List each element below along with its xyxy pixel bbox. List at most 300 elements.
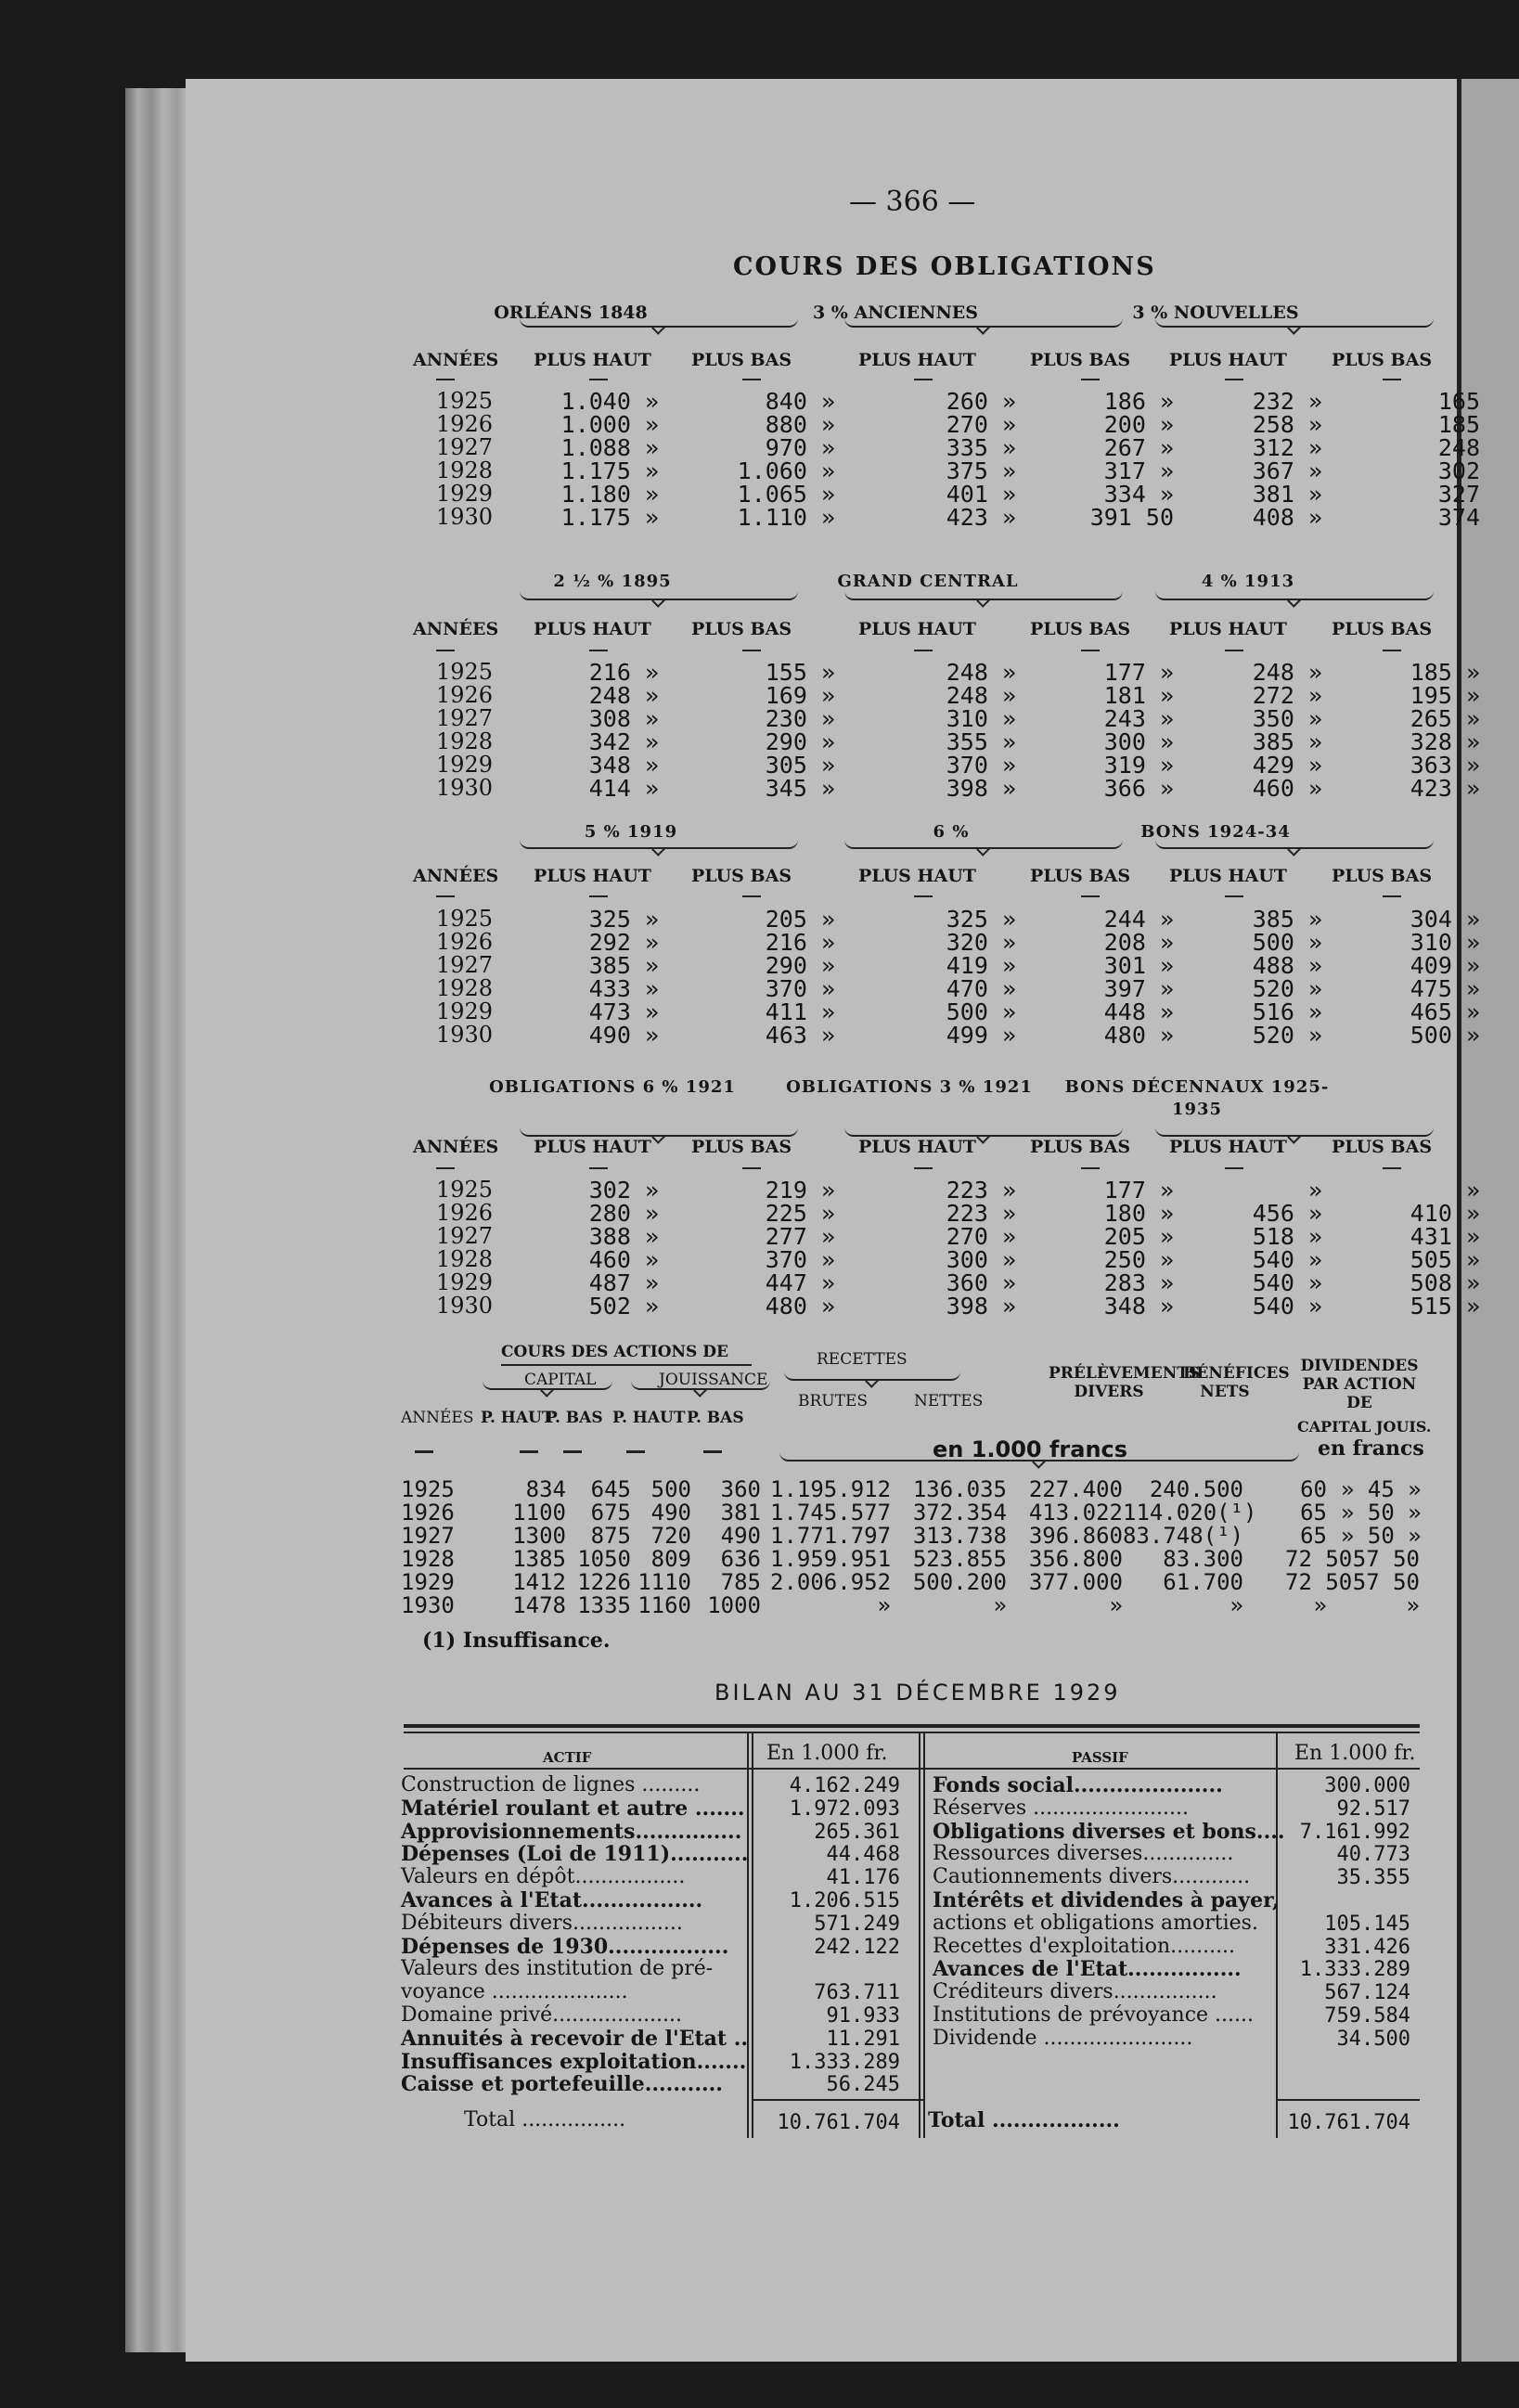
actions-cell: 372.354: [912, 1500, 1007, 1526]
value-bas: 169 »: [765, 682, 835, 709]
value-haut: 223 »: [946, 1177, 1016, 1204]
value-haut: 272 »: [1252, 682, 1322, 709]
bilan-header-rule: [404, 1768, 1420, 1770]
value-haut: 248 »: [946, 659, 1016, 686]
nettes-header: NETTES: [914, 1392, 984, 1410]
year-label: 1930: [436, 775, 494, 801]
value-haut: 408 »: [1252, 504, 1322, 531]
actif-item-label: Construction de lignes .........: [401, 1773, 701, 1796]
value-bas: 391 50: [1089, 504, 1174, 531]
value-bas: 374: [1437, 504, 1480, 531]
actions-rule: [501, 1364, 752, 1366]
value-bas: 165: [1437, 388, 1480, 415]
year-label: 1926: [436, 411, 494, 437]
value-bas: 423 »: [1410, 775, 1480, 802]
bilan-vertical-rule: [919, 1732, 920, 2138]
value-bas: 500 »: [1410, 1022, 1480, 1049]
value-bas: 301 »: [1103, 952, 1174, 979]
value-haut: 520 »: [1252, 975, 1322, 1002]
actif-item-label: Caisse et portefeuille...........: [401, 2072, 723, 2097]
total-label-actif: Total ................: [464, 2108, 626, 2131]
passif-item-value: 35.355: [1336, 1866, 1410, 1890]
passif-item-label: Créditeurs divers................: [933, 1980, 1217, 2004]
actions-cell: 490: [650, 1500, 691, 1526]
col-dash: [914, 650, 933, 651]
value-bas: 290 »: [765, 952, 835, 979]
value-bas: 244 »: [1103, 906, 1174, 933]
actif-item-label: Valeurs des institution de pré-: [401, 1957, 714, 1981]
value-bas: 880 »: [765, 411, 835, 438]
actions-cell: 1930: [401, 1592, 455, 1618]
value-bas: 248: [1437, 434, 1480, 461]
value-bas: 205 »: [765, 906, 835, 933]
passif-item-value: 1.333.289: [1299, 1958, 1410, 1982]
value-haut: 370 »: [946, 752, 1016, 779]
actions-cell: 57 50: [1352, 1569, 1420, 1595]
passif-item-label: Cautionnements divers............: [933, 1865, 1251, 1889]
year-label: 1927: [436, 952, 494, 978]
value-haut: 310 »: [946, 705, 1016, 732]
value-haut: 385 »: [1252, 906, 1322, 933]
group-brace: [520, 1127, 798, 1137]
benefices-header: BÉNÉFICES NETS: [1183, 1364, 1290, 1401]
year-label: 1925: [436, 906, 494, 932]
value-haut: 456 »: [1252, 1200, 1322, 1227]
actif-item-value: 91.933: [826, 2004, 900, 2028]
actions-cell: »: [1229, 1592, 1243, 1618]
prelevements-header: PRÉLÈVEMENTS DIVERS: [1049, 1364, 1201, 1401]
actions-cell: 1385: [512, 1546, 566, 1572]
value-haut: 1.175 »: [560, 504, 659, 531]
value-bas: 225 »: [765, 1200, 835, 1227]
value-bas: 508 »: [1410, 1269, 1480, 1296]
value-haut: 500 »: [1252, 929, 1322, 956]
actions-cell: 114.020(¹): [1123, 1500, 1257, 1526]
value-haut: 325 »: [946, 906, 1016, 933]
value-bas: 219 »: [765, 1177, 835, 1204]
value-bas: 411 »: [765, 998, 835, 1025]
unit-header-actif: En 1.000 fr.: [766, 1742, 888, 1765]
value-haut: 473 »: [588, 998, 659, 1025]
actions-cell: 1.195.912: [770, 1476, 892, 1502]
plus-bas-header: PLUS BAS: [691, 619, 792, 639]
value-haut: 325 »: [588, 906, 659, 933]
value-haut: 320 »: [946, 929, 1016, 956]
value-bas: 230 »: [765, 705, 835, 732]
passif-item-label: actions et obligations amorties.: [933, 1911, 1258, 1935]
value-bas: 290 »: [765, 728, 835, 755]
year-label: 1930: [436, 504, 494, 530]
value-bas: 463 »: [765, 1022, 835, 1049]
value-haut: 398 »: [946, 775, 1016, 802]
col-dash: [1383, 650, 1401, 651]
actions-cell: »: [1313, 1592, 1327, 1618]
value-haut: 270 »: [946, 1223, 1016, 1250]
passif-item-label: Fonds social.....................: [933, 1773, 1223, 1797]
value-haut: 232 »: [1252, 388, 1322, 415]
actions-cell: 136.035: [912, 1476, 1007, 1502]
actions-cell: 360: [720, 1476, 761, 1502]
annees-header: ANNÉES: [413, 866, 499, 886]
group-brace: [844, 1127, 1123, 1137]
col-dash: [589, 1167, 608, 1169]
value-haut: 216 »: [588, 659, 659, 686]
actions-cell: »: [1406, 1592, 1420, 1618]
actif-item-label: voyance .....................: [401, 1980, 628, 2004]
value-haut: 520 »: [1252, 1022, 1322, 1049]
value-bas: 515 »: [1410, 1293, 1480, 1320]
passif-item-value: 331.426: [1324, 1935, 1410, 1959]
p-header: P. HAUT: [481, 1409, 554, 1427]
capital-brace: [483, 1381, 612, 1390]
value-bas: 250 »: [1103, 1246, 1174, 1273]
annees-actions: ANNÉES: [401, 1409, 474, 1427]
value-haut: 1.040 »: [560, 388, 659, 415]
value-haut: 1.000 »: [560, 411, 659, 438]
actif-item-label: Débiteurs divers.................: [401, 1911, 683, 1935]
plus-bas-header: PLUS BAS: [1030, 866, 1131, 886]
plus-bas-header: PLUS BAS: [1332, 1137, 1433, 1157]
value-bas: 302: [1437, 457, 1480, 484]
value-bas: 177 »: [1103, 659, 1174, 686]
year-label: 1928: [436, 728, 494, 754]
actions-cell: 1226: [577, 1569, 631, 1595]
value-bas: 480 »: [765, 1293, 835, 1320]
actions-dash: [703, 1450, 722, 1453]
actions-cell: 356.800: [1028, 1546, 1123, 1572]
plus-haut-header: PLUS HAUT: [858, 1137, 976, 1157]
value-haut: 488 »: [1252, 952, 1322, 979]
value-haut: 270 »: [946, 411, 1016, 438]
value-haut: 248 »: [1252, 659, 1322, 686]
actif-item-value: 265.361: [814, 1820, 900, 1844]
value-bas: 205 »: [1103, 1223, 1174, 1250]
value-haut: 490 »: [588, 1022, 659, 1049]
plus-bas-header: PLUS BAS: [691, 866, 792, 886]
value-haut: 258 »: [1252, 411, 1322, 438]
value-bas: 328 »: [1410, 728, 1480, 755]
col-dash: [1225, 650, 1243, 651]
actions-cell: 1050: [577, 1546, 631, 1572]
group-brace: [844, 591, 1123, 600]
col-dash: [742, 1167, 761, 1169]
value-bas: 348 »: [1103, 1293, 1174, 1320]
actions-cell: »: [877, 1592, 891, 1618]
actions-cell: 809: [650, 1546, 691, 1572]
actif-item-value: 1.206.515: [789, 1889, 900, 1912]
group-brace: [1155, 840, 1434, 849]
value-bas: 363 »: [1410, 752, 1480, 779]
value-bas: 200 »: [1103, 411, 1174, 438]
actions-cell: 413.022: [1028, 1500, 1123, 1526]
actions-header: COURS DES ACTIONS DE: [501, 1343, 728, 1361]
actions-cell: 72 50: [1285, 1569, 1353, 1595]
actions-cell: 396.860: [1028, 1523, 1123, 1549]
actif-item-label: Dépenses de 1930.................: [401, 1934, 729, 1959]
actif-item-value: 56.245: [826, 2073, 900, 2097]
col-dash: [914, 895, 933, 897]
value-bas: 366 »: [1103, 775, 1174, 802]
year-label: 1929: [436, 481, 494, 507]
actif-item-value: 1.972.093: [789, 1796, 900, 1821]
plus-haut-header: PLUS HAUT: [534, 1137, 651, 1157]
value-bas: 317 »: [1103, 457, 1174, 484]
actions-cell: 83.748(¹): [1123, 1523, 1244, 1549]
value-bas: 319 »: [1103, 752, 1174, 779]
actif-header: ACTIF: [543, 1749, 592, 1766]
group-brace: [1155, 591, 1434, 600]
value-haut: 302 »: [588, 1177, 659, 1204]
value-haut: 516 »: [1252, 998, 1322, 1025]
annees-dash: [436, 379, 455, 380]
value-bas: 480 »: [1103, 1022, 1174, 1049]
value-bas: 155 »: [765, 659, 835, 686]
plus-haut-header: PLUS HAUT: [858, 619, 976, 639]
passif-item-label: Réserves ........................: [933, 1796, 1189, 1820]
footnote: (1) Insuffisance.: [422, 1629, 611, 1653]
value-haut: 342 »: [588, 728, 659, 755]
actions-cell: 1300: [512, 1523, 566, 1549]
plus-haut-header: PLUS HAUT: [858, 866, 976, 886]
year-label: 1927: [436, 1223, 494, 1249]
actif-item-value: 11.291: [826, 2027, 900, 2051]
col-dash: [1225, 895, 1243, 897]
year-label: 1925: [436, 1177, 494, 1203]
value-bas: 310 »: [1410, 929, 1480, 956]
value-bas: 447 »: [765, 1269, 835, 1296]
group-title: ORLÉANS 1848: [494, 303, 648, 323]
actions-cell: 83.300: [1163, 1546, 1243, 1572]
value-bas: 1.065 »: [737, 481, 835, 508]
annees-header: ANNÉES: [413, 619, 499, 639]
passif-item-label: Obligations diverses et bons....: [933, 1819, 1285, 1844]
plus-bas-header: PLUS BAS: [1332, 619, 1433, 639]
value-haut: 355 »: [946, 728, 1016, 755]
actif-item-value: 763.711: [814, 1981, 900, 2005]
value-bas: 840 »: [765, 388, 835, 415]
actif-item-value: 4.162.249: [789, 1774, 900, 1797]
actions-cell: 1928: [401, 1546, 455, 1572]
plus-haut-header: PLUS HAUT: [858, 350, 976, 370]
year-label: 1930: [436, 1022, 494, 1048]
actions-cell: 636: [720, 1546, 761, 1572]
year-label: 1928: [436, 457, 494, 483]
year-label: 1926: [436, 929, 494, 955]
group-title: 6 %: [933, 822, 970, 842]
plus-haut-header: PLUS HAUT: [534, 619, 651, 639]
brutes-header: BRUTES: [798, 1392, 869, 1410]
value-haut: 540 »: [1252, 1269, 1322, 1296]
value-haut: 280 »: [588, 1200, 659, 1227]
p-header: P. BAS: [687, 1409, 744, 1427]
actions-cell: » 50 »: [1341, 1500, 1422, 1526]
passif-item-label: Institutions de prévoyance ......: [933, 2003, 1255, 2027]
capital-header: CAPITAL: [524, 1371, 597, 1389]
col-dash: [1225, 379, 1243, 380]
total-rule: [1276, 2099, 1420, 2101]
actions-cell: »: [1109, 1592, 1123, 1618]
value-haut: 375 »: [946, 457, 1016, 484]
bilan-top-rule-thin: [404, 1732, 1420, 1733]
total-passif: 10.761.704: [1287, 2111, 1410, 2134]
dividendes-header: DIVIDENDES PAR ACTION DE: [1300, 1357, 1419, 1412]
value-haut: 401 »: [946, 481, 1016, 508]
plus-haut-header: PLUS HAUT: [1169, 866, 1287, 886]
value-haut: 500 »: [946, 998, 1016, 1025]
value-haut: 360 »: [946, 1269, 1016, 1296]
passif-item-value: 34.500: [1336, 2027, 1410, 2051]
actions-cell: » 50 »: [1341, 1523, 1422, 1549]
value-haut: 429 »: [1252, 752, 1322, 779]
value-haut: 312 »: [1252, 434, 1322, 461]
value-bas: 970 »: [765, 434, 835, 461]
value-haut: 308 »: [588, 705, 659, 732]
actions-dash: [415, 1450, 433, 1453]
recettes-brace: [784, 1371, 960, 1381]
col-dash: [1081, 650, 1100, 651]
actions-cell: 1927: [401, 1523, 455, 1549]
year-label: 1926: [436, 682, 494, 708]
plus-haut-header: PLUS HAUT: [534, 866, 651, 886]
bilan-vertical-rule: [1276, 1732, 1278, 2138]
value-bas: 177 »: [1103, 1177, 1174, 1204]
plus-bas-header: PLUS BAS: [1332, 350, 1433, 370]
year-label: 1928: [436, 975, 494, 1001]
value-haut: 223 »: [946, 1200, 1016, 1227]
actions-cell: 1000: [707, 1592, 761, 1618]
plus-bas-header: PLUS BAS: [1030, 350, 1131, 370]
value-haut: 419 »: [946, 952, 1016, 979]
actif-item-label: Approvisionnements...............: [401, 1819, 742, 1844]
value-haut: 350 »: [1252, 705, 1322, 732]
actions-cell: 1925: [401, 1476, 455, 1502]
col-dash: [1081, 379, 1100, 380]
actions-cell: 1926: [401, 1500, 455, 1526]
group-title: OBLIGATIONS 3 % 1921: [786, 1077, 1033, 1097]
actions-cell: 1929: [401, 1569, 455, 1595]
plus-haut-header: PLUS HAUT: [1169, 1137, 1287, 1157]
plus-haut-header: PLUS HAUT: [534, 350, 651, 370]
value-bas: »: [1465, 1177, 1480, 1204]
passif-item-value: 7.161.992: [1299, 1820, 1410, 1844]
plus-haut-header: PLUS HAUT: [1169, 350, 1287, 370]
actif-item-value: 571.249: [814, 1912, 900, 1936]
group-brace: [520, 840, 798, 849]
value-bas: 185: [1437, 411, 1480, 438]
actions-cell: 785: [720, 1569, 761, 1595]
group-title: OBLIGATIONS 6 % 1921: [489, 1077, 736, 1097]
col-dash: [742, 895, 761, 897]
value-haut: 300 »: [946, 1246, 1016, 1273]
year-label: 1925: [436, 659, 494, 685]
actions-dash: [563, 1450, 582, 1453]
value-haut: 487 »: [588, 1269, 659, 1296]
annees-header: ANNÉES: [413, 1137, 499, 1157]
plus-bas-header: PLUS BAS: [1030, 1137, 1131, 1157]
actions-cell: 1.771.797: [770, 1523, 892, 1549]
passif-item-label: Avances de l'Etat................: [933, 1957, 1242, 1982]
col-dash: [1081, 1167, 1100, 1169]
actions-cell: 645: [590, 1476, 631, 1502]
value-bas: 186 »: [1103, 388, 1174, 415]
total-actif: 10.761.704: [777, 2111, 900, 2134]
value-haut: 335 »: [946, 434, 1016, 461]
actif-item-value: 1.333.289: [789, 2050, 900, 2074]
actions-cell: 72 50: [1285, 1546, 1353, 1572]
value-bas: 300 »: [1103, 728, 1174, 755]
actions-cell: 381: [720, 1500, 761, 1526]
p-header: P. HAUT: [612, 1409, 686, 1427]
value-bas: 465 »: [1410, 998, 1480, 1025]
jouissance-header: JOUISSANCE: [659, 1371, 768, 1389]
value-bas: 431 »: [1410, 1223, 1480, 1250]
passif-item-label: Intérêts et dividendes à payer,: [933, 1888, 1280, 1912]
plus-haut-header: PLUS HAUT: [1169, 619, 1287, 639]
col-dash: [1383, 895, 1401, 897]
actif-item-label: Valeurs en dépôt.................: [401, 1865, 686, 1889]
actions-cell: 720: [650, 1523, 691, 1549]
value-bas: 397 »: [1103, 975, 1174, 1002]
group-brace: [520, 591, 798, 600]
actions-cell: 1.745.577: [770, 1500, 892, 1526]
value-bas: 345 »: [765, 775, 835, 802]
group-title: BONS DÉCENNAUX 1925-1935: [1064, 1077, 1330, 1119]
value-haut: 423 »: [946, 504, 1016, 531]
actions-cell: 65: [1300, 1523, 1327, 1549]
value-bas: 475 »: [1410, 975, 1480, 1002]
col-dash: [742, 379, 761, 380]
plus-bas-header: PLUS BAS: [691, 350, 792, 370]
col-dash: [589, 650, 608, 651]
bilan-top-rule-thick: [404, 1724, 1420, 1728]
group-title: 3 % ANCIENNES: [812, 303, 979, 323]
actions-cell: 65: [1300, 1500, 1327, 1526]
actions-cell: 61.700: [1163, 1569, 1243, 1595]
actif-item-value: 44.468: [826, 1843, 900, 1867]
year-label: 1929: [436, 752, 494, 778]
value-bas: 409 »: [1410, 952, 1480, 979]
value-bas: 370 »: [765, 1246, 835, 1273]
actions-cell: »: [993, 1592, 1007, 1618]
value-haut: 248 »: [946, 682, 1016, 709]
actions-cell: 500.200: [912, 1569, 1007, 1595]
actif-item-label: Annuités à recevoir de l'Etat ..: [401, 2026, 749, 2051]
unit-header-passif: En 1.000 fr.: [1294, 1742, 1416, 1765]
bilan-vertical-rule: [923, 1732, 925, 2138]
value-bas: 505 »: [1410, 1246, 1480, 1273]
col-dash: [1225, 1167, 1243, 1169]
value-haut: 460 »: [1252, 775, 1322, 802]
plus-bas-header: PLUS BAS: [691, 1137, 792, 1157]
passif-item-label: Ressources diverses..............: [933, 1842, 1234, 1866]
actions-cell: » 45 »: [1341, 1476, 1422, 1502]
col-dash: [1081, 895, 1100, 897]
actions-cell: 1335: [577, 1592, 631, 1618]
group-title: 3 % NOUVELLES: [1132, 303, 1299, 323]
value-bas: 277 »: [765, 1223, 835, 1250]
annees-dash: [436, 895, 455, 897]
value-bas: 305 »: [765, 752, 835, 779]
year-label: 1929: [436, 998, 494, 1024]
actions-cell: 2.006.952: [770, 1569, 892, 1595]
col-dash: [589, 895, 608, 897]
value-bas: 216 »: [765, 929, 835, 956]
passif-item-value: 567.124: [1324, 1981, 1410, 2005]
actions-cell: 60: [1300, 1476, 1327, 1502]
value-bas: 243 »: [1103, 705, 1174, 732]
value-haut: 470 »: [946, 975, 1016, 1002]
value-haut: 540 »: [1252, 1246, 1322, 1273]
